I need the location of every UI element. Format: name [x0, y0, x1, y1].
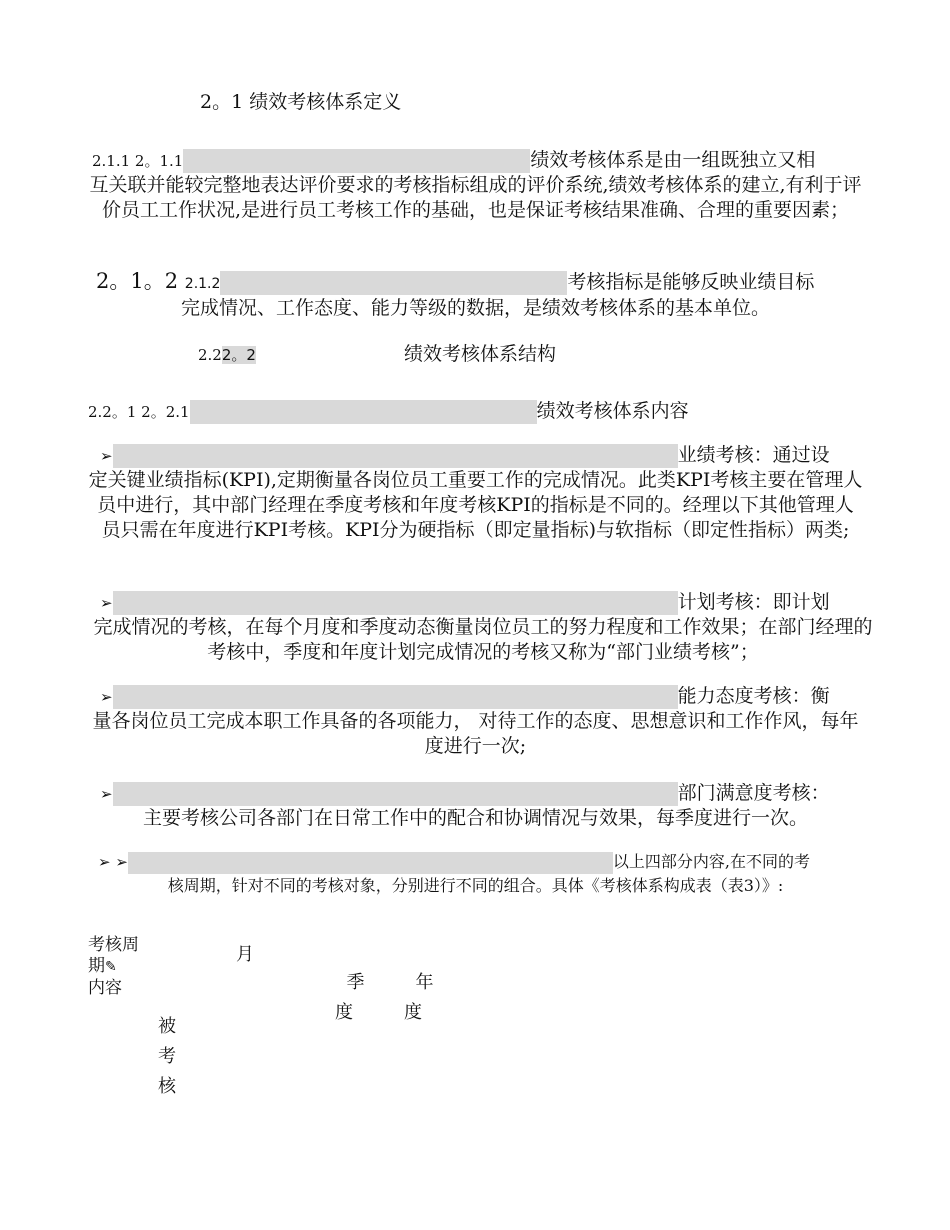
- bullet-item-performance-body: [88, 468, 863, 543]
- column-header-year: [404, 938, 433, 1028]
- section-heading-2-2-title: [404, 342, 556, 367]
- arrow-bullet-icon: ➢ ➢: [98, 853, 128, 871]
- paragraph-number: 2。1。2: [96, 269, 179, 293]
- paragraph-text: 完成情况、工作态度、能力等级的数据，是绩效考核体系的基本单位。: [180, 297, 770, 319]
- arrow-bullet-icon: ➢: [100, 688, 113, 706]
- bullet-item-ability-first-line: [100, 684, 830, 710]
- corner-label-period: 考核周: [88, 935, 139, 955]
- paragraph-2-1-2-body: [88, 296, 863, 321]
- section-title: 2。1 绩效考核体系定义: [200, 91, 402, 113]
- section-heading-2-2: [198, 342, 256, 368]
- corner-label-line2: [88, 956, 139, 978]
- summary-first-line: [98, 850, 810, 874]
- bullet-item-performance-first-line: [100, 443, 830, 469]
- section-number: 2.2。1 2。2.1: [88, 403, 190, 421]
- summary-text: 以上四部分内容,在不同的考: [612, 852, 810, 871]
- bullet-text: 定关键业绩指标(KPI),定期衡量各岗位员工重要工作的完成情况。此类KPI考核主要在管理人员中进行，其中部门经理在季度考核和年度考核KPI的指标是不同的。经理以下其他管理人员只需在年度进行KPI考核。KPI分为硬指标（即定量指标)与软指标（即定性指标）两类;: [88, 469, 863, 541]
- corner-label-period-cont: 期: [88, 956, 105, 976]
- highlight-bar: [113, 685, 678, 709]
- paragraph-text: 考核指标是能够反映业绩目标: [567, 271, 815, 293]
- paragraph-2-1-2-first-line: [96, 266, 814, 299]
- bullet-text: 部门满意度考核：: [677, 782, 830, 804]
- highlight-bar: [190, 400, 537, 424]
- section-heading-2-1: [200, 90, 401, 115]
- arrow-bullet-icon: ➢: [100, 785, 113, 803]
- highlight-bar: [220, 271, 567, 295]
- bullet-text: 主要考核公司各部门在日常工作中的配合和协调情况与效果，每季度进行一次。: [142, 807, 808, 829]
- paragraph-2-1-1-body: [88, 173, 863, 223]
- bullet-item-satisfaction-first-line: [100, 781, 830, 807]
- row-label-char: 被: [158, 1016, 176, 1037]
- section-number: 2.2: [198, 346, 222, 364]
- paragraph-number: 2.1.1 2。1.1: [92, 152, 184, 170]
- highlight-bar: [113, 782, 678, 806]
- summary-text: 核周期，针对不同的考核对象，分别进行不同的组合。具体《考核体系构成表（表3）》:: [167, 876, 784, 895]
- corner-label-content: 内容: [88, 978, 122, 998]
- section-heading-2-2-1: [88, 399, 689, 425]
- paragraph-text: 绩效考核体系是由一组既独立又相: [530, 149, 816, 171]
- bullet-text: 完成情况的考核，在每个月度和季度动态衡量岗位员工的努力程度和工作效果；在部门经理的考核中，季度和年度计划完成情况的考核又称为“部门业绩考核”；: [93, 616, 873, 663]
- paragraph-text: 互关联并能较完整地表达评价要求的考核指标组成的评价系统,绩效考核体系的建立,有利于评价员工工作状况,是进行员工考核工作的基础，也是保证考核结果准确、合理的重要因素；: [89, 174, 862, 221]
- column-label: 年 度: [404, 972, 434, 1023]
- bullet-item-satisfaction-body: [88, 806, 863, 831]
- bullet-item-plan-first-line: [100, 590, 830, 616]
- bullet-item-plan-body: [88, 615, 878, 665]
- highlight-bar: [183, 149, 530, 173]
- bullet-text: 能力态度考核：衡: [677, 685, 830, 707]
- arrow-bullet-icon: ➢: [100, 594, 113, 612]
- row-header-assessed: [155, 1012, 179, 1102]
- column-label: 月: [236, 944, 254, 965]
- highlight-bar: [113, 444, 678, 468]
- column-label: 季 度: [335, 972, 365, 1023]
- bullet-text: 计划考核：即计划: [677, 591, 830, 613]
- column-header-month: [236, 940, 254, 966]
- section-number-alt: 2。2: [221, 346, 256, 364]
- paragraph-number-alt: 2.1.2: [184, 276, 221, 292]
- highlight-bar: [113, 591, 678, 615]
- pencil-icon: ✎: [105, 959, 117, 975]
- highlight-bar: [128, 852, 613, 874]
- row-label-char: 考: [158, 1046, 176, 1067]
- arrow-bullet-icon: ➢: [100, 447, 113, 465]
- summary-body: [88, 874, 863, 898]
- column-header-quarter: [335, 938, 364, 1028]
- paragraph-2-1-1-first-line: [92, 148, 815, 174]
- table-corner-header: [88, 935, 139, 999]
- bullet-text: 业绩考核：通过设: [677, 444, 830, 466]
- bullet-text: 量各岗位员工完成本职工作具备的各项能力， 对待工作的态度、思想意识和工作作风，每年度进行一次;: [92, 710, 859, 757]
- section-title: 绩效考核体系结构: [404, 343, 557, 365]
- section-title: 绩效考核体系内容: [536, 400, 689, 422]
- bullet-item-ability-body: [88, 709, 863, 759]
- row-label-char: 核: [158, 1076, 176, 1097]
